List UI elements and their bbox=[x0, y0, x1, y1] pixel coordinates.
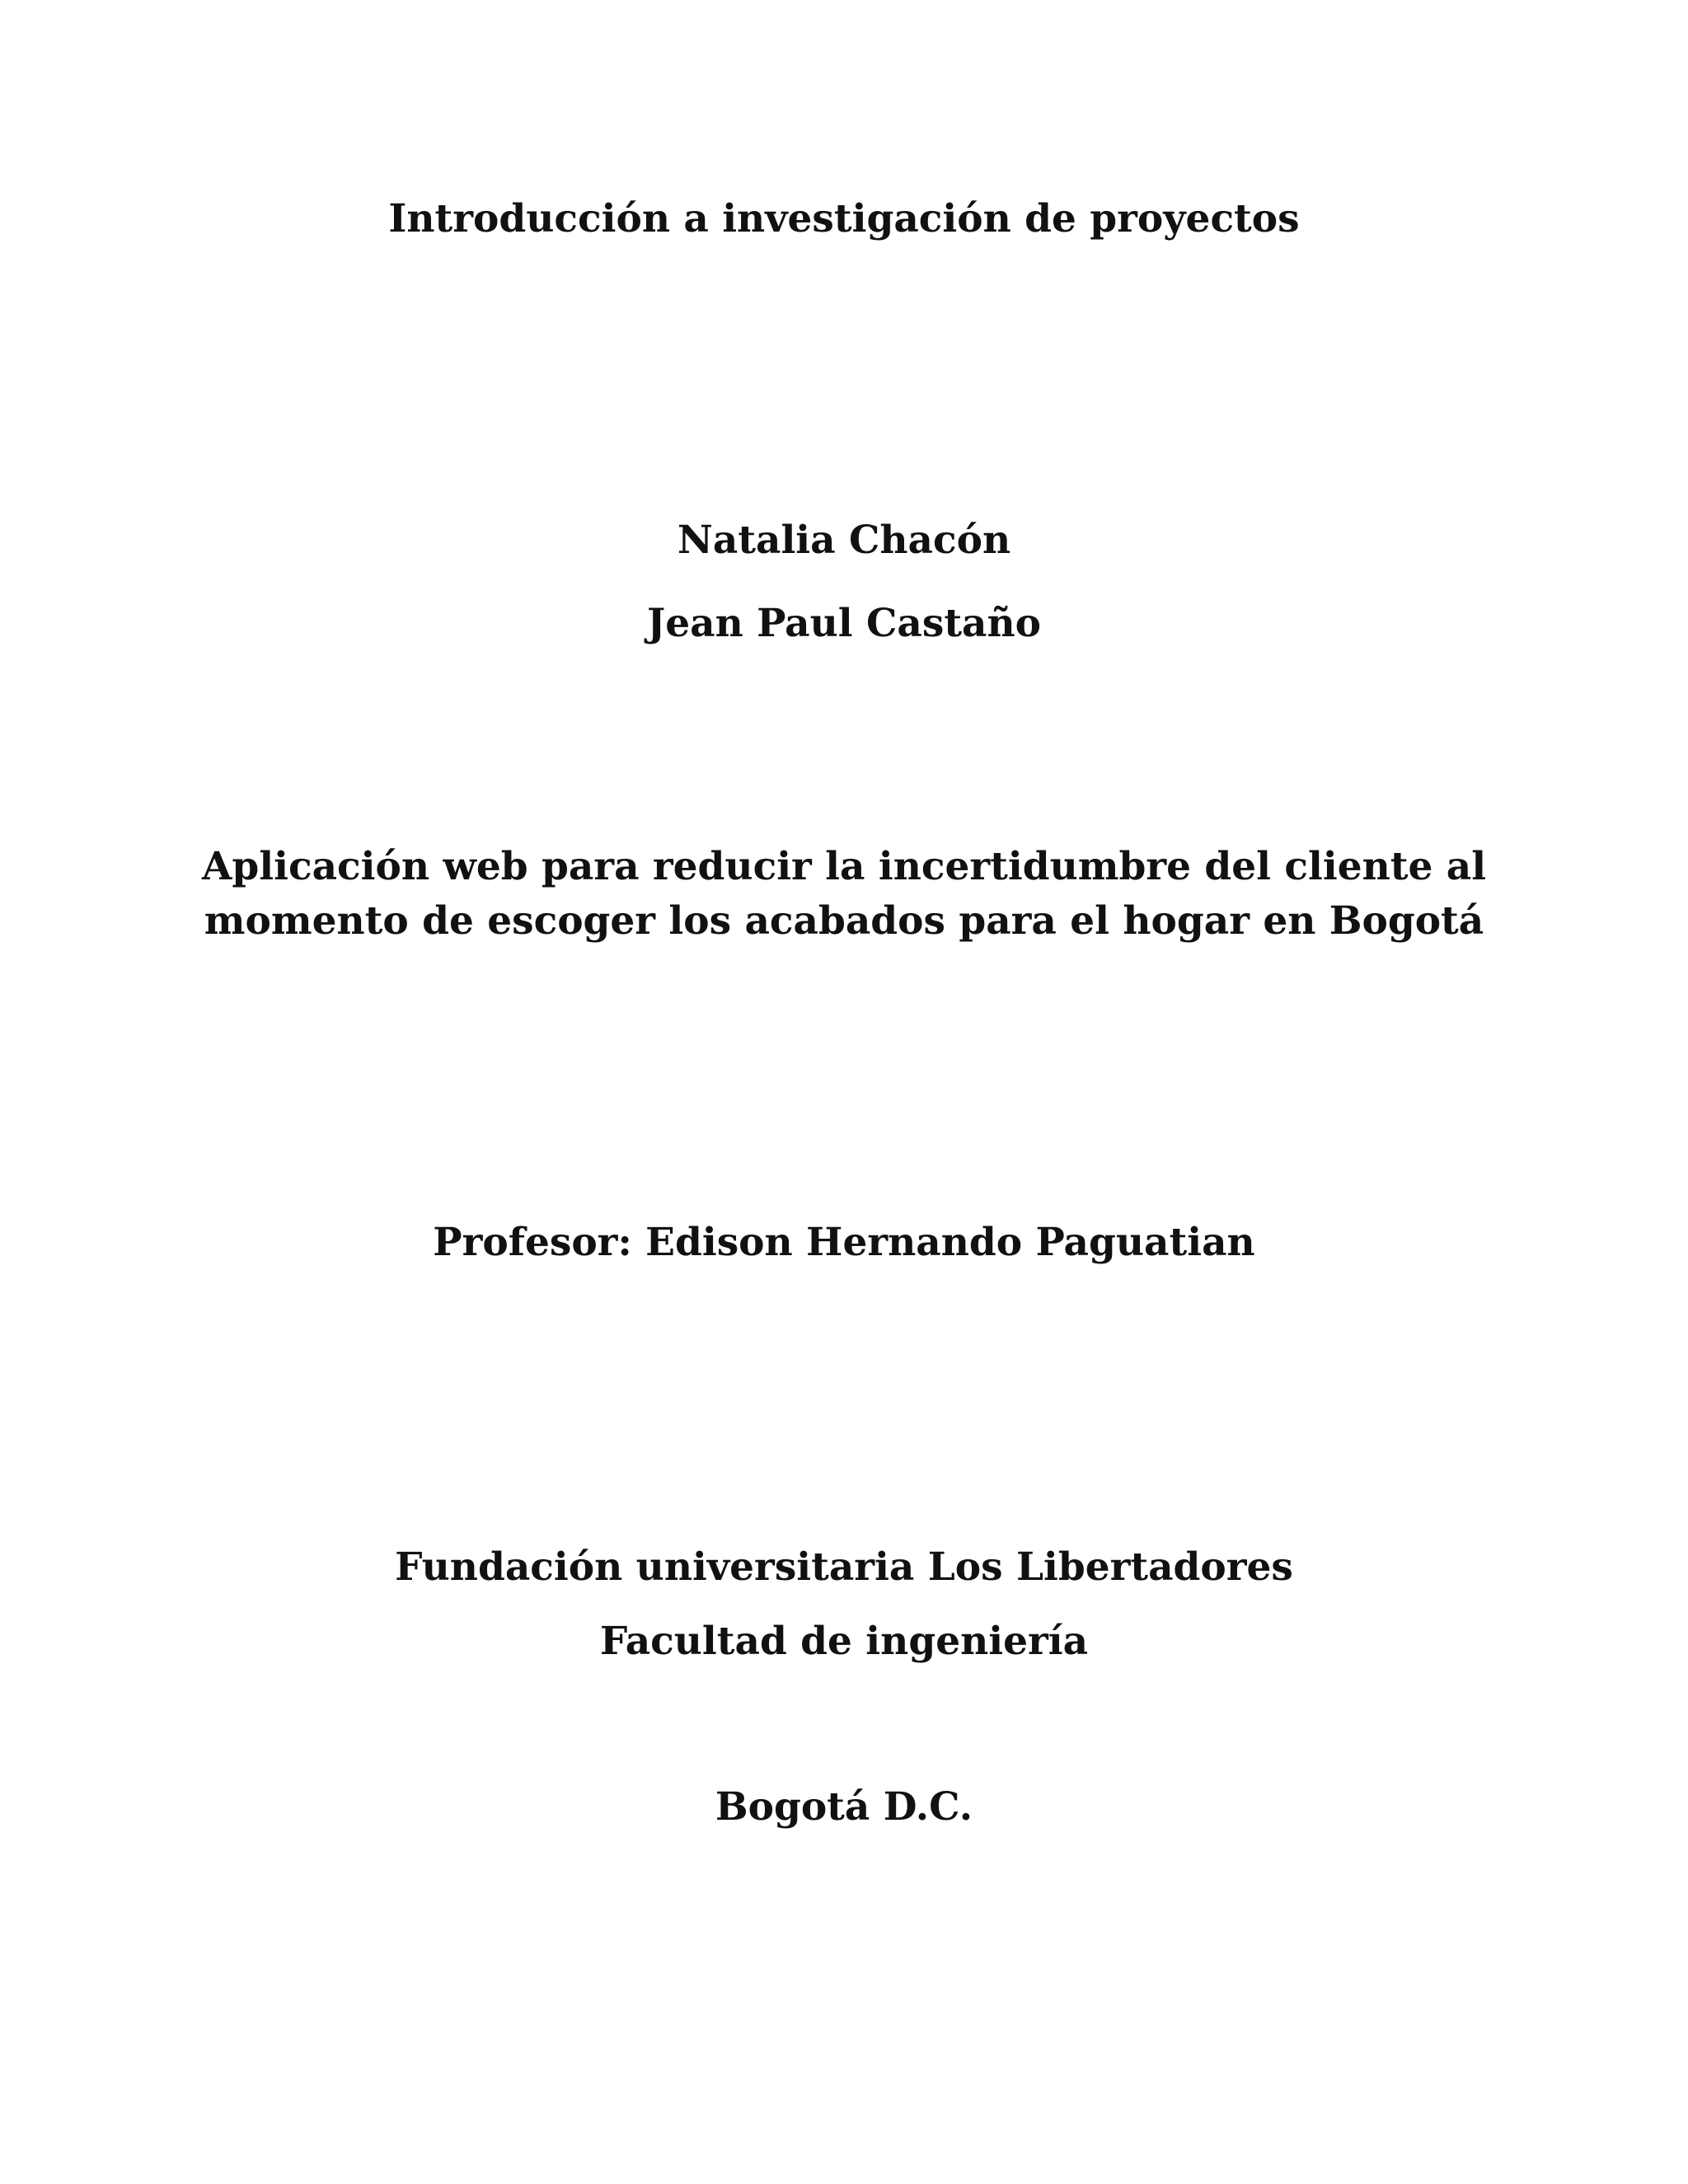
project-title-line: momento de escoger los acabados para el hogar en Bogotá bbox=[204, 898, 1484, 944]
author-name: Jean Paul Castaño bbox=[646, 601, 1042, 646]
faculty-name: Facultad de ingeniería bbox=[599, 1619, 1089, 1664]
professor-name: Profesor: Edison Hernando Paguatian bbox=[433, 1220, 1255, 1265]
institution-name: Fundación universitaria Los Libertadores bbox=[395, 1544, 1293, 1590]
author-name: Natalia Chacón bbox=[677, 518, 1011, 563]
city-name: Bogotá D.C. bbox=[715, 1784, 973, 1830]
project-title-line: Aplicación web para reducir la incertidumbre del cliente al bbox=[201, 844, 1487, 889]
course-title: Introducción a investigación de proyectos bbox=[388, 196, 1300, 241]
